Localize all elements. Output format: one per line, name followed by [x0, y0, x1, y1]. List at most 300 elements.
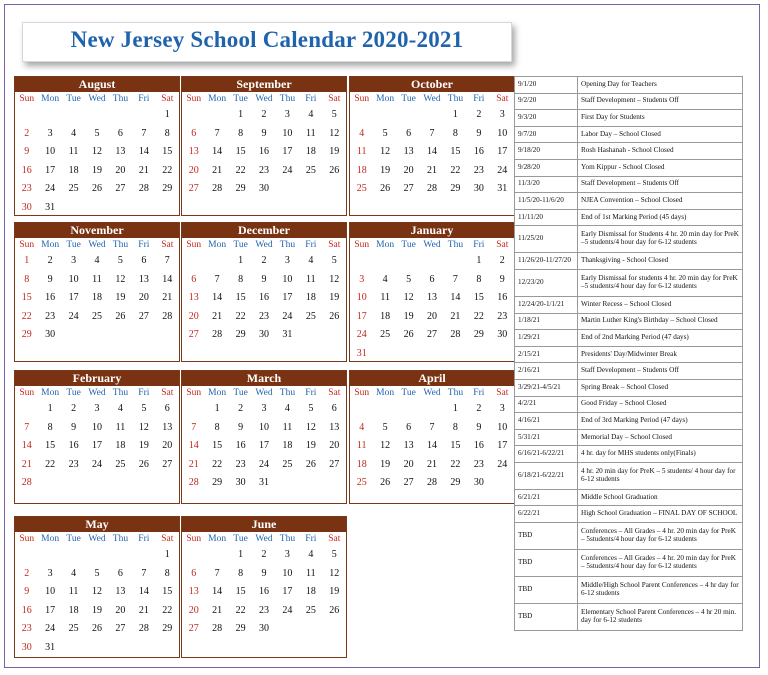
day-cell: [397, 345, 420, 364]
day-cell: [85, 199, 108, 218]
day-cell: 14: [21, 440, 32, 451]
day-cell: 14: [162, 273, 173, 285]
weekday-label: Sun: [354, 388, 370, 398]
day-cell: [38, 474, 61, 493]
event-row: [515, 604, 743, 631]
day-cell: 18: [282, 440, 293, 451]
day-cell: 11: [306, 273, 316, 285]
day-cell: 29: [162, 183, 173, 194]
day-cell: 26: [380, 477, 391, 488]
day-cell: [182, 400, 205, 419]
day-cell: 15: [212, 440, 223, 451]
day-cell: 22: [450, 458, 461, 470]
month-august: [14, 76, 180, 216]
day-cell: 8: [164, 127, 170, 139]
event-row: [515, 429, 743, 446]
day-cell: 22: [162, 604, 173, 616]
day-cell: [420, 106, 443, 125]
day-cell: [373, 345, 396, 364]
day-cell: [109, 106, 132, 125]
day-cell: 1: [164, 109, 170, 120]
event-description: Staff Development – Students Off: [578, 363, 743, 380]
weekday-label: Mon: [208, 94, 227, 104]
weekday-label: Sun: [19, 388, 35, 398]
day-cell: 10: [258, 421, 269, 433]
day-cell: 17: [356, 310, 367, 322]
day-cell: 12: [329, 127, 340, 139]
month-april: [349, 370, 515, 504]
day-cell: 26: [138, 458, 149, 470]
event-description: Rosh Hashanah - School Closed: [578, 143, 743, 160]
event-row: [515, 506, 743, 523]
day-cell: 14: [212, 586, 223, 597]
day-cell: 26: [380, 183, 391, 194]
day-cell: [182, 252, 205, 271]
day-cell: 25: [68, 183, 79, 194]
day-cell: 23: [497, 310, 508, 322]
day-cell: 16: [235, 440, 246, 451]
weekday-label: Mon: [208, 240, 227, 250]
day-cell: 8: [476, 273, 482, 285]
day-cell: 24: [45, 623, 56, 634]
day-cell: [323, 180, 346, 199]
days-grid: [15, 398, 179, 493]
day-cell: 15: [450, 440, 461, 451]
day-cell: 5: [331, 109, 337, 120]
weekday-row: [182, 388, 346, 398]
weekday-label: Thu: [279, 240, 296, 250]
day-cell: [109, 326, 132, 345]
month-february: [14, 370, 180, 504]
event-row: [515, 253, 743, 270]
day-cell: 28: [212, 183, 223, 194]
day-cell: 19: [91, 604, 102, 616]
weekday-label: Sun: [186, 534, 202, 544]
day-cell: 29: [21, 329, 32, 340]
event-date: 12/23/20: [515, 269, 578, 296]
day-cell: 2: [476, 403, 482, 414]
day-cell: 12: [329, 567, 340, 579]
day-cell: 5: [117, 255, 123, 266]
event-row: [515, 346, 743, 363]
day-cell: 10: [45, 146, 56, 157]
day-cell: 11: [92, 273, 102, 285]
event-date: 9/18/20: [515, 143, 578, 160]
weekday-label: Sun: [19, 94, 35, 104]
day-cell: [62, 106, 85, 125]
day-cell: [62, 639, 85, 658]
weekday-label: Wed: [88, 240, 106, 250]
day-cell: 19: [329, 292, 340, 303]
event-row: [515, 446, 743, 463]
weekday-label: Mon: [376, 94, 395, 104]
days-grid: [182, 250, 346, 345]
day-cell: 11: [380, 292, 390, 303]
weekday-label: Sun: [354, 240, 370, 250]
day-cell: 20: [426, 310, 437, 322]
day-cell: 27: [403, 477, 414, 488]
day-cell: [205, 106, 228, 125]
day-cell: [491, 345, 514, 364]
day-cell: 27: [188, 183, 199, 194]
day-cell: 26: [91, 183, 102, 194]
day-cell: 31: [45, 641, 56, 653]
day-cell: 28: [21, 477, 32, 488]
weekday-label: Tue: [401, 240, 416, 250]
day-cell: 1: [452, 109, 458, 120]
event-date: 6/22/21: [515, 506, 578, 523]
day-cell: 30: [45, 329, 56, 340]
event-description: Conferences – All Grades – 4 hr. 20 min day for PreK – 5students/4 hour day for 6-12 students: [578, 550, 743, 577]
day-cell: 22: [21, 310, 32, 322]
day-cell: 16: [473, 440, 484, 451]
day-cell: 31: [282, 329, 293, 340]
day-cell: 11: [306, 567, 316, 579]
day-cell: [299, 180, 322, 199]
day-cell: 27: [188, 329, 199, 340]
weekday-label: Wed: [255, 94, 273, 104]
day-cell: [156, 199, 179, 218]
weekday-label: Tue: [401, 94, 416, 104]
day-cell: 23: [235, 458, 246, 470]
day-cell: [109, 474, 132, 493]
day-cell: 1: [47, 403, 53, 414]
weekday-label: Sun: [354, 94, 370, 104]
day-cell: 2: [261, 109, 267, 120]
day-cell: 8: [164, 567, 170, 579]
weekday-label: Wed: [88, 94, 106, 104]
weekday-row: [15, 94, 179, 104]
weekday-label: Tue: [66, 94, 81, 104]
day-cell: [350, 400, 373, 419]
day-cell: [467, 345, 490, 364]
day-cell: 26: [329, 164, 340, 176]
day-cell: 25: [115, 458, 126, 470]
day-cell: 10: [45, 586, 56, 597]
day-cell: [156, 326, 179, 345]
day-cell: 17: [45, 164, 56, 176]
day-cell: 1: [24, 255, 30, 266]
event-description: Opening Day for Teachers: [578, 77, 743, 94]
weekday-label: Sun: [186, 240, 202, 250]
day-cell: 7: [24, 421, 30, 433]
weekday-label: Tue: [66, 240, 81, 250]
event-row: [515, 93, 743, 110]
day-cell: 20: [403, 164, 414, 176]
day-cell: 2: [261, 255, 267, 266]
event-row: [515, 489, 743, 506]
weekday-label: Wed: [255, 388, 273, 398]
event-date: 6/21/21: [515, 489, 578, 506]
day-cell: 25: [305, 604, 316, 616]
day-cell: 4: [94, 255, 100, 266]
day-cell: 27: [426, 329, 437, 340]
day-cell: 8: [238, 273, 244, 285]
day-cell: [276, 620, 299, 639]
weekday-label: Sat: [328, 534, 341, 544]
month-january: [349, 222, 515, 362]
day-cell: 20: [188, 164, 199, 176]
day-cell: [132, 546, 155, 565]
day-cell: 23: [473, 458, 484, 470]
event-description: End of 1st Marking Period (45 days): [578, 209, 743, 226]
day-cell: [109, 199, 132, 218]
day-cell: 13: [403, 146, 414, 157]
day-cell: [323, 474, 346, 493]
day-cell: 27: [115, 623, 126, 634]
day-cell: 25: [91, 310, 102, 322]
day-cell: 19: [305, 440, 316, 451]
day-cell: [205, 546, 228, 565]
day-cell: 10: [282, 567, 293, 579]
weekday-label: Mon: [376, 240, 395, 250]
day-cell: 7: [214, 273, 220, 285]
day-cell: 18: [356, 164, 367, 176]
day-cell: 2: [476, 109, 482, 120]
day-cell: 2: [238, 403, 244, 414]
day-cell: 27: [162, 458, 173, 470]
day-cell: [132, 639, 155, 658]
day-cell: 5: [382, 127, 388, 139]
day-cell: 13: [138, 273, 149, 285]
day-cell: 21: [212, 310, 223, 322]
day-cell: 10: [497, 421, 508, 433]
day-cell: 22: [162, 164, 173, 176]
weekday-label: Mon: [376, 388, 395, 398]
weekday-label: Tue: [233, 240, 248, 250]
day-cell: 18: [68, 604, 79, 616]
day-cell: 9: [24, 586, 30, 597]
weekday-label: Fri: [473, 240, 485, 250]
day-cell: [85, 326, 108, 345]
day-cell: 23: [45, 310, 56, 322]
event-description: Conferences – All Grades – 4 hr. 20 min day for PreK – 5students/4 hour day for 6-12 students: [578, 523, 743, 550]
day-cell: 24: [91, 458, 102, 470]
day-cell: 28: [212, 623, 223, 634]
event-description: Yom Kippur - School Closed: [578, 159, 743, 176]
day-cell: [156, 474, 179, 493]
day-cell: 15: [45, 440, 56, 451]
day-cell: 30: [258, 329, 269, 340]
event-date: 9/2/20: [515, 93, 578, 110]
weekday-label: Fri: [138, 388, 150, 398]
day-cell: 20: [115, 164, 126, 176]
month-september: [181, 76, 347, 216]
weekday-label: Fri: [138, 534, 150, 544]
day-cell: 18: [305, 586, 316, 597]
day-cell: [420, 252, 443, 271]
day-cell: 8: [47, 421, 53, 433]
day-cell: 25: [305, 310, 316, 322]
day-cell: 28: [212, 329, 223, 340]
days-grid: [350, 104, 514, 199]
day-cell: 10: [91, 421, 102, 433]
day-cell: 30: [21, 641, 32, 653]
day-cell: [444, 252, 467, 271]
weekday-label: Sat: [161, 94, 174, 104]
day-cell: 25: [282, 458, 293, 470]
day-cell: 6: [141, 255, 147, 266]
day-cell: 19: [380, 164, 391, 176]
day-cell: 4: [308, 255, 314, 266]
weekday-label: Thu: [447, 94, 464, 104]
day-cell: 3: [47, 567, 53, 579]
day-cell: 4: [308, 549, 314, 560]
day-cell: 7: [214, 127, 220, 139]
day-cell: 3: [71, 255, 77, 266]
day-cell: 22: [45, 458, 56, 470]
day-cell: 16: [258, 292, 269, 303]
day-cell: [109, 546, 132, 565]
event-row: [515, 193, 743, 210]
weekday-label: Fri: [138, 240, 150, 250]
day-cell: 15: [235, 586, 246, 597]
weekday-label: Tue: [233, 388, 248, 398]
day-cell: 21: [162, 292, 173, 303]
event-row: [515, 176, 743, 193]
days-grid: [350, 250, 514, 363]
day-cell: 31: [258, 477, 269, 488]
day-cell: 13: [188, 292, 199, 303]
day-cell: [299, 326, 322, 345]
days-grid: [15, 250, 179, 345]
day-cell: 7: [191, 421, 197, 433]
day-cell: [62, 199, 85, 218]
day-cell: 6: [117, 127, 123, 139]
event-row: [515, 159, 743, 176]
day-cell: 12: [91, 586, 102, 597]
day-cell: 17: [282, 586, 293, 597]
day-cell: 20: [162, 440, 173, 451]
day-cell: 16: [68, 440, 79, 451]
day-cell: 6: [164, 403, 170, 414]
day-cell: 14: [212, 146, 223, 157]
day-cell: [109, 639, 132, 658]
day-cell: 1: [238, 109, 244, 120]
day-cell: 30: [473, 183, 484, 194]
event-description: Spring Break – School Closed: [578, 379, 743, 396]
day-cell: 12: [380, 146, 391, 157]
event-date: 4/2/21: [515, 396, 578, 413]
day-cell: 24: [497, 458, 508, 470]
day-cell: 8: [452, 421, 458, 433]
day-cell: 28: [138, 183, 149, 194]
day-cell: 4: [71, 567, 77, 579]
day-cell: 22: [450, 164, 461, 176]
event-date: 1/29/21: [515, 330, 578, 347]
day-cell: 28: [162, 310, 173, 322]
month-march: [181, 370, 347, 504]
day-cell: 14: [450, 292, 461, 303]
day-cell: 12: [138, 421, 149, 433]
event-description: First Day for Students: [578, 110, 743, 127]
day-cell: 3: [359, 273, 365, 285]
weekday-label: Mon: [208, 388, 227, 398]
weekday-row: [182, 240, 346, 250]
event-row: [515, 209, 743, 226]
day-cell: [15, 546, 38, 565]
event-date: 2/15/21: [515, 346, 578, 363]
day-cell: 23: [258, 164, 269, 176]
month-header: December: [182, 223, 346, 238]
weekday-label: Fri: [138, 94, 150, 104]
day-cell: 4: [382, 273, 388, 285]
day-cell: 7: [214, 567, 220, 579]
month-header: February: [15, 371, 179, 386]
weekday-label: Fri: [473, 388, 485, 398]
day-cell: 3: [94, 403, 100, 414]
event-description: Staff Development – Students Off: [578, 93, 743, 110]
day-cell: 28: [426, 183, 437, 194]
event-date: 1/18/21: [515, 313, 578, 330]
weekday-label: Tue: [401, 388, 416, 398]
day-cell: 21: [21, 458, 32, 470]
day-cell: 20: [403, 458, 414, 470]
weekday-label: Fri: [305, 388, 317, 398]
day-cell: 24: [282, 310, 293, 322]
day-cell: 17: [282, 292, 293, 303]
day-cell: 14: [426, 440, 437, 451]
weekday-label: Thu: [279, 388, 296, 398]
day-cell: 8: [452, 127, 458, 139]
weekday-label: Sat: [161, 240, 174, 250]
day-cell: 22: [235, 604, 246, 616]
day-cell: 25: [356, 183, 367, 194]
weekday-row: [182, 94, 346, 104]
days-grid: [182, 398, 346, 493]
day-cell: 22: [473, 310, 484, 322]
month-header: May: [15, 517, 179, 532]
day-cell: [276, 180, 299, 199]
day-cell: 4: [308, 109, 314, 120]
day-cell: 6: [406, 127, 412, 139]
day-cell: [373, 106, 396, 125]
day-cell: 23: [258, 310, 269, 322]
weekday-label: Sat: [161, 388, 174, 398]
day-cell: 18: [356, 458, 367, 470]
day-cell: 13: [115, 586, 126, 597]
day-cell: 30: [497, 329, 508, 340]
weekday-label: Thu: [112, 388, 129, 398]
day-cell: 5: [141, 403, 147, 414]
event-date: TBD: [515, 523, 578, 550]
day-cell: 11: [282, 421, 293, 433]
day-cell: 24: [68, 310, 79, 322]
day-cell: [132, 106, 155, 125]
day-cell: 21: [212, 604, 223, 616]
event-description: Early Dismissal for students 4 hr. 20 min day for PreK –5 students/4 hour day for 6-12 students: [578, 269, 743, 296]
day-cell: 26: [115, 310, 126, 322]
event-description: Presidents' Day/Midwinter Break: [578, 346, 743, 363]
day-cell: [132, 326, 155, 345]
day-cell: 5: [331, 549, 337, 560]
day-cell: 3: [261, 403, 267, 414]
day-cell: 2: [24, 127, 30, 139]
day-cell: 3: [499, 403, 505, 414]
day-cell: [350, 106, 373, 125]
day-cell: 11: [68, 586, 79, 597]
day-cell: 14: [212, 292, 223, 303]
day-cell: 15: [162, 586, 173, 597]
event-row: [515, 577, 743, 604]
day-cell: 30: [473, 477, 484, 488]
day-cell: [85, 106, 108, 125]
day-cell: 26: [329, 310, 340, 322]
event-date: 12/24/20-1/1/21: [515, 296, 578, 313]
event-date: TBD: [515, 550, 578, 577]
day-cell: 3: [284, 255, 290, 266]
weekday-label: Thu: [447, 240, 464, 250]
